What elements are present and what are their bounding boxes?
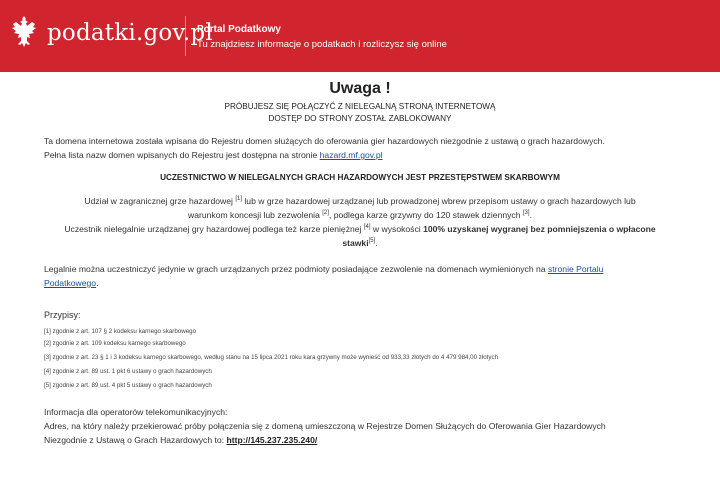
operators-line-1: Adres, na który należy przekierować próby połączenia się z domeną umieszczoną w Rejestrze Domen Służących do Oferowania Gier Hazardowych bbox=[44, 421, 606, 431]
crime-text-1d: , podlega karze grzywny do 120 stawek dziennych bbox=[328, 210, 523, 220]
crime-text-2-bold2: stawki bbox=[342, 238, 369, 248]
site-header bbox=[0, 0, 720, 72]
portal-subtitle: Tu znajdziesz informacje o podatkach i rozliczysz się online bbox=[197, 39, 447, 50]
crime-text-2-end: . bbox=[375, 238, 378, 248]
intro-line-2-text: Pełna lista nazw domen wpisanych do Rejestru jest dostępna na stronie bbox=[44, 150, 320, 160]
intro-line-1: Ta domena internetowa została wpisana do Rejestru domen służących do oferowania gier hazardowych niezgodnie z ustawą o grach hazardowych. bbox=[44, 136, 605, 146]
footnote-ref-1[interactable]: [1] bbox=[235, 196, 242, 203]
site-logo-text[interactable]: podatki.gov.pl bbox=[47, 20, 213, 46]
portal-title: Portal Podatkowy bbox=[197, 24, 281, 35]
crime-heading: UCZESTNICTWO W NIELEGALNYCH GRACH HAZARDOWYCH JEST PRZESTĘPSTWEM SKARBOWYM bbox=[160, 173, 560, 182]
footnote-4: [4] zgodnie z art. 89 ust. 1 pkt 6 ustawy o grach hazardowych bbox=[44, 368, 212, 375]
crime-line-2 bbox=[40, 208, 680, 222]
crime-line-4 bbox=[40, 236, 680, 250]
crime-line-1 bbox=[40, 194, 680, 208]
footnote-ref-4[interactable]: [4] bbox=[363, 224, 371, 231]
warning-line-1: PRÓBUJESZ SIĘ POŁĄCZYĆ Z NIELEGALNĄ STRONĄ INTERNETOWĄ bbox=[224, 102, 496, 111]
legal-end: . bbox=[96, 278, 99, 288]
crime-text-1b: lub w grze hazardowej urządzanej lub prowadzonej wbrew przepisom ustawy o grach hazardowych lub bbox=[242, 196, 636, 206]
redirect-ip-link[interactable]: http://145.237.235.240/ bbox=[226, 435, 318, 445]
crime-text-1c: warunkom koncesji lub zezwolenia bbox=[188, 210, 323, 220]
crime-text-2b: w wysokości bbox=[370, 224, 424, 234]
legal-paragraph bbox=[44, 262, 684, 290]
footnote-ref-5[interactable]: [5] bbox=[368, 238, 376, 245]
crime-paragraph bbox=[40, 194, 680, 250]
portal-link-part-2[interactable]: Podatkowego bbox=[44, 278, 97, 288]
operators-line-2 bbox=[44, 433, 684, 447]
eagle-emblem-icon[interactable] bbox=[8, 13, 40, 53]
footnotes-heading: Przypisy: bbox=[44, 310, 81, 320]
hazard-registry-link[interactable]: hazard.mf.gov.pl bbox=[319, 150, 383, 160]
operators-text-2: Niezgodnie z Ustawą o Grach Hazardowych to: bbox=[44, 435, 227, 445]
legal-line-1 bbox=[44, 262, 684, 276]
legal-text: Legalnie można uczestniczyć jedynie w grach urządzanych przez podmioty posiadające zezwolenie na domenach wymienionych na bbox=[44, 264, 548, 274]
crime-text-1e: . bbox=[529, 210, 532, 220]
footnote-3: [3] zgodnie z art. 23 § 1 i 3 kodeksu karnego skarbowego, według stanu na 15 lipca 2021 roku kara grzywny może wynieść od 933,33 złotych do 4 479 984,00 złotych bbox=[44, 354, 499, 361]
footnote-1: [1] zgodnie z art. 107 § 2 kodeksu karnego skarbowego bbox=[44, 328, 197, 335]
intro-line-2 bbox=[44, 148, 684, 162]
crime-text-2-bold: 100% uzyskanej wygranej bez pomniejszenia o wpłacone bbox=[423, 224, 656, 234]
operators-heading: Informacja dla operatorów telekomunikacyjnych: bbox=[44, 407, 228, 417]
footnote-ref-2[interactable]: [2] bbox=[322, 210, 329, 217]
legal-line-2 bbox=[44, 276, 684, 290]
warning-line-2: DOSTĘP DO STRONY ZOSTAŁ ZABLOKOWANY bbox=[268, 114, 452, 123]
operators-section bbox=[44, 405, 684, 447]
footnote-2: [2] zgodnie z art. 109 kodeksu karnego skarbowego bbox=[44, 340, 186, 347]
crime-text-2a: Uczestnik nielegalnie urządzanej gry hazardowej podlega też karze pieniężnej bbox=[64, 224, 364, 234]
page-title: Uwaga ! bbox=[329, 80, 391, 97]
footnote-5: [5] zgodnie z art. 89 ust. 4 pkt 5 ustawy o grach hazardowych bbox=[44, 382, 212, 389]
crime-text-1a: Udział w zagranicznej grze hazardowej bbox=[84, 196, 236, 206]
footnote-ref-3[interactable]: [3] bbox=[522, 210, 530, 217]
header-divider bbox=[185, 16, 186, 56]
intro-paragraph bbox=[44, 134, 684, 162]
crime-line-3 bbox=[40, 222, 680, 236]
portal-link-part-1[interactable]: stronie Portalu bbox=[547, 264, 604, 274]
